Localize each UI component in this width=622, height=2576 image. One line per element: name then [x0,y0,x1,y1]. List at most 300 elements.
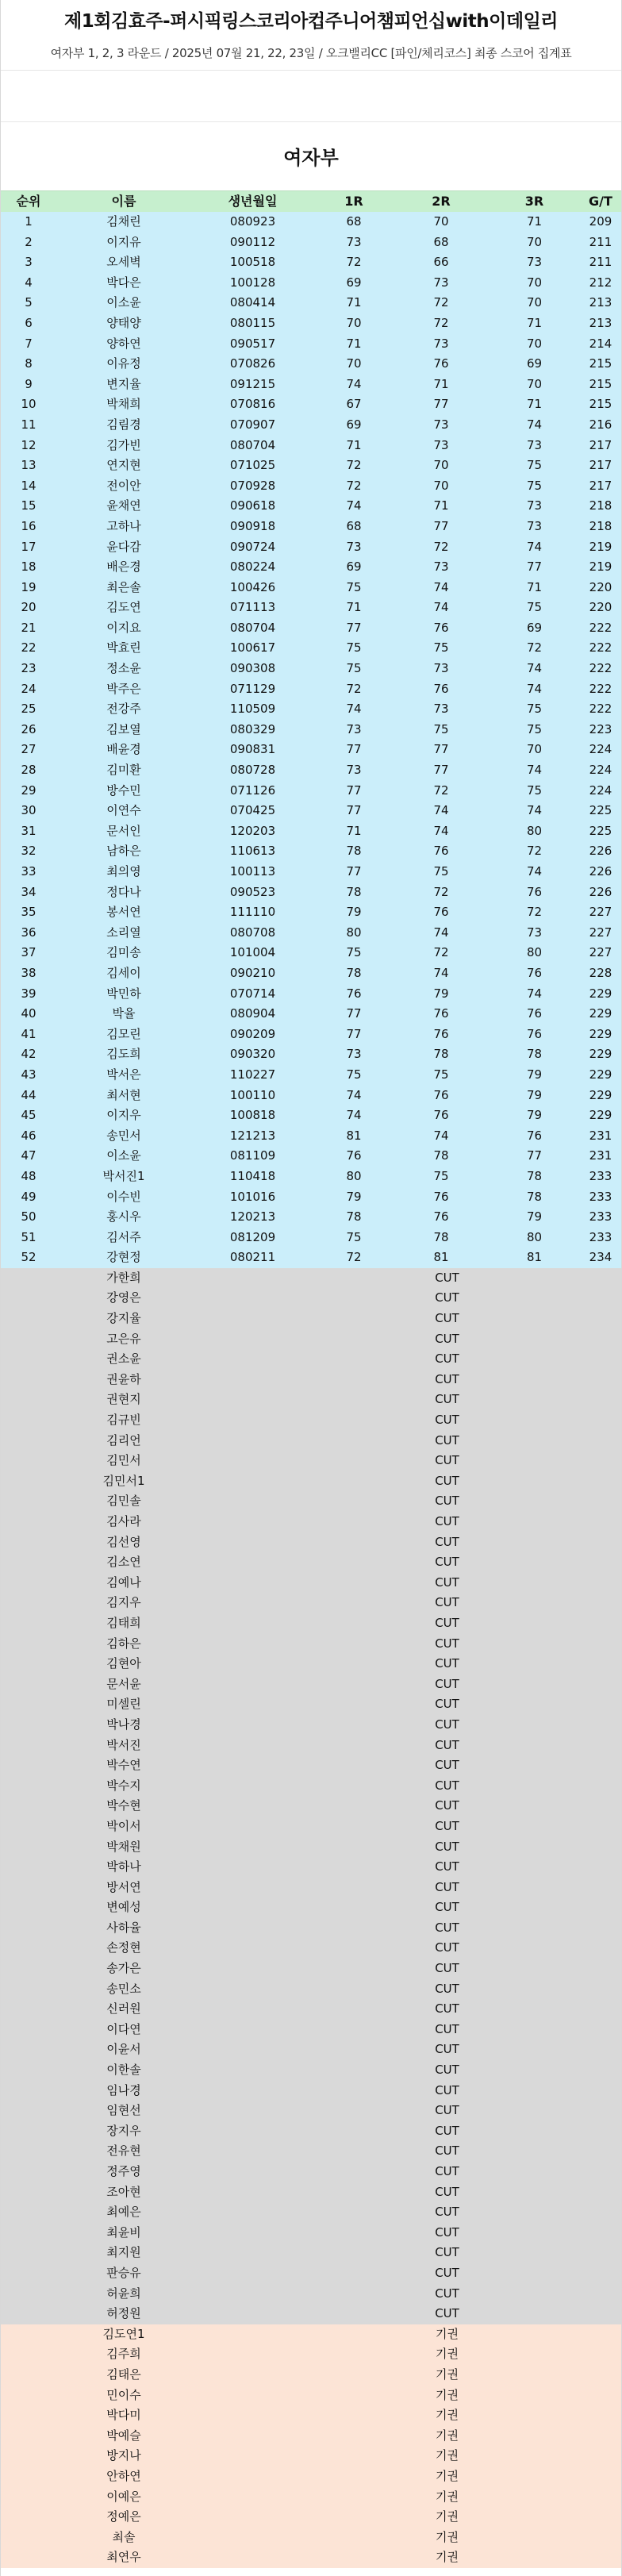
name-cell: 박서진 [106,1737,141,1752]
round3-cell: 73 [526,498,543,513]
birth-cell [191,1491,314,1512]
status-cell: CUT [435,1331,459,1346]
status-cell: CUT [435,1879,459,1894]
birth-cell [191,2547,314,2568]
round1-cell: 72 [346,255,362,270]
rank-cell [1,1451,56,1471]
name-cell: 박수연 [106,1758,141,1773]
rank-cell [1,1918,56,1939]
round3-cell: 79 [526,1108,543,1123]
birth-cell [191,1451,314,1471]
birth-cell [191,2202,314,2223]
rank-cell: 29 [21,782,36,798]
table-row [1,517,621,537]
round3-cell: 72 [526,844,543,859]
round1-cell: 72 [346,681,362,696]
table-row [1,2121,621,2142]
round2-cell: 76 [433,1189,449,1204]
name-cell: 이한솔 [106,2063,141,2078]
name-cell: 방지나 [106,2448,141,2463]
total-cell: 227 [589,905,612,920]
name-cell: 김가빈 [106,437,141,452]
round1-cell: 75 [346,640,362,656]
round1-cell: 76 [346,986,362,1001]
round1-cell: 79 [346,905,362,920]
round3-cell: 77 [526,1148,543,1163]
total-cell: 229 [589,1026,612,1041]
birth-cell [191,1532,314,1553]
birth-cell: 080329 [229,721,276,736]
birth-cell [191,1634,314,1655]
round3-cell: 74 [526,763,543,778]
round3-cell: 75 [526,458,543,473]
round2-cell: 72 [433,945,449,960]
table-row [1,2547,621,2568]
table-row [1,1004,621,1025]
rank-cell: 17 [21,539,36,554]
status-cell: CUT [435,2224,459,2240]
birth-cell: 090112 [229,234,276,249]
name-cell: 김보열 [106,721,141,736]
table-row [1,233,621,253]
status-cell: CUT [435,2245,459,2260]
rank-cell: 38 [21,965,36,980]
name-cell: 홍시우 [106,1209,141,1225]
birth-cell [191,2141,314,2162]
rank-cell: 16 [21,518,36,533]
name-cell: 김현아 [106,1656,141,1671]
rank-cell: 43 [21,1067,36,1082]
table-row [1,923,621,944]
table-row [1,699,621,720]
rank-cell: 30 [21,803,36,818]
table-row [1,496,621,517]
round2-cell: 79 [433,986,449,1001]
round1-cell: 71 [346,823,362,838]
rank-cell: 51 [21,1229,36,1244]
table-row [1,252,621,273]
round2-cell: 71 [433,498,449,513]
name-cell: 이다연 [106,2021,141,2036]
birth-cell [191,1938,314,1959]
name-cell: 김모린 [106,1026,141,1041]
rank-cell [1,2528,56,2548]
status-cell: CUT [435,1900,459,1915]
round2-cell: 70 [433,478,449,493]
ranked-rows [1,212,621,1268]
round3-cell: 72 [526,640,543,656]
birth-cell [191,2101,314,2121]
rank-cell [1,1268,56,1289]
name-cell: 배윤경 [106,742,141,757]
rank-cell: 13 [21,458,36,473]
birth-cell [191,2060,314,2081]
round1-cell: 75 [346,579,362,594]
rank-cell: 5 [25,295,33,310]
birth-cell [191,1715,314,1736]
table-row [1,2141,621,2162]
birth-cell: 090209 [229,1026,276,1041]
birth-cell: 080904 [229,1006,276,1021]
birth-cell: 110613 [229,844,276,859]
round1-cell: 75 [346,1229,362,1244]
round1-cell: 74 [346,376,362,391]
name-cell: 최연우 [106,2550,141,2565]
round1-cell: 71 [346,295,362,310]
rank-cell: 26 [21,721,36,736]
rank-cell: 33 [21,864,36,879]
name-cell: 김서주 [106,1229,141,1244]
name-cell: 권소윤 [106,1351,141,1367]
table-row [1,1410,621,1431]
total-cell: 220 [589,579,612,594]
round2-cell: 71 [433,376,449,391]
rank-cell [1,1512,56,1532]
round2-cell: 74 [433,1128,449,1143]
birth-cell [191,1370,314,1390]
rank-cell [1,2284,56,2305]
round3-cell: 78 [526,1189,543,1204]
name-cell: 송가은 [106,1961,141,1976]
rank-cell [1,1776,56,1797]
name-cell: 배은경 [106,559,141,575]
rank-cell [1,2040,56,2060]
table-row [1,1370,621,1390]
birth-cell: 080728 [229,763,276,778]
total-cell: 218 [589,498,612,513]
status-cell: CUT [435,2123,459,2138]
name-cell: 임현선 [106,2103,141,2118]
name-cell: 신러원 [106,2001,141,2017]
name-cell: 이유정 [106,356,141,371]
table-row [1,1694,621,1715]
table-row [1,1654,621,1674]
rank-cell [1,1837,56,1858]
round3-cell: 76 [526,884,543,899]
rank-cell [1,2182,56,2203]
round3-cell: 69 [526,620,543,635]
header-rank: 순위 [16,194,41,209]
round3-cell: 75 [526,478,543,493]
birth-cell [191,1288,314,1309]
birth-cell [191,1349,314,1370]
rank-cell [1,2365,56,2386]
round1-cell: 70 [346,356,362,371]
name-cell: 김민솔 [106,1494,141,1509]
status-cell: 기권 [436,2529,459,2544]
rank-cell [1,1796,56,1817]
rank-cell [1,2386,56,2406]
table-row [1,1897,621,1918]
rank-cell [1,2324,56,2345]
table-row [1,1207,621,1228]
rank-cell: 31 [21,823,36,838]
table-row [1,2081,621,2101]
name-cell: 이지유 [106,234,141,249]
table-row [1,882,621,903]
round1-cell: 69 [346,417,362,432]
name-cell: 장지우 [106,2123,141,2138]
birth-cell [191,2446,314,2466]
status-cell: CUT [435,1859,459,1874]
name-cell: 방서연 [106,1879,141,1894]
total-cell: 217 [589,458,612,473]
table-row [1,679,621,700]
name-cell: 이예은 [106,2489,141,2504]
rank-cell: 7 [25,336,33,351]
status-cell: CUT [435,1697,459,1712]
total-cell: 225 [589,803,612,818]
rank-cell [1,1491,56,1512]
table-row [1,984,621,1005]
status-cell: CUT [435,1514,459,1528]
round1-cell: 74 [346,1087,362,1102]
name-cell: 박주은 [106,681,141,696]
round2-cell: 75 [433,864,449,879]
header-r3: 3R [524,194,544,209]
table-row [1,760,621,781]
round3-cell: 70 [526,742,543,757]
round1-cell: 67 [346,397,362,412]
table-row [1,375,621,395]
total-cell: 213 [589,295,612,310]
status-cell: 기권 [436,2489,459,2504]
status-cell: CUT [435,1555,459,1570]
status-cell: 기권 [436,2366,459,2382]
status-cell: CUT [435,1290,459,1305]
birth-cell [191,1573,314,1594]
name-cell: 윤채연 [106,498,141,513]
table-row [1,2487,621,2508]
name-cell: 최윤비 [106,2224,141,2240]
cut-rows [1,1268,621,2324]
total-cell: 229 [589,1067,612,1082]
header-r2: 2R [432,194,451,209]
round1-cell: 77 [346,742,362,757]
table-row [1,2528,621,2548]
round1-cell: 75 [346,1067,362,1082]
birth-cell [191,2324,314,2345]
rank-cell [1,2141,56,2162]
rank-cell [1,2101,56,2121]
name-cell: 김민서 [106,1453,141,1468]
birth-cell [191,1918,314,1939]
round2-cell: 75 [433,640,449,656]
table-row [1,1187,621,1208]
round1-cell: 68 [346,518,362,533]
round2-cell: 68 [433,234,449,249]
total-cell: 220 [589,600,612,615]
birth-cell [191,1390,314,1410]
round3-cell: 73 [526,518,543,533]
rank-cell [1,1329,56,1350]
birth-cell: 120203 [229,823,276,838]
birth-cell: 071129 [229,681,276,696]
round2-cell: 73 [433,336,449,351]
round1-cell: 70 [346,315,362,330]
status-cell: 기권 [436,2347,459,2362]
rank-cell: 49 [21,1189,36,1204]
round2-cell: 74 [433,803,449,818]
round1-cell: 78 [346,1209,362,1225]
total-cell: 219 [589,539,612,554]
round3-cell: 74 [526,681,543,696]
name-cell: 이지요 [106,620,141,635]
name-cell: 김미송 [106,945,141,960]
status-cell: CUT [435,2001,459,2017]
round1-cell: 72 [346,478,362,493]
table-row [1,557,621,578]
round2-cell: 76 [433,1026,449,1041]
birth-cell: 090618 [229,498,276,513]
round3-cell: 69 [526,356,543,371]
rank-cell [1,1593,56,1613]
rank-cell [1,2466,56,2487]
rank-cell [1,1309,56,1329]
birth-cell [191,2487,314,2508]
round1-cell: 75 [346,945,362,960]
rank-cell: 10 [21,397,36,412]
round2-cell: 77 [433,518,449,533]
birth-cell: 080224 [229,559,276,575]
birth-cell: 080211 [229,1250,276,1265]
rank-cell: 23 [21,661,36,676]
table-row [1,1593,621,1613]
name-cell: 최솔 [112,2529,136,2544]
status-cell: CUT [435,1453,459,1468]
name-cell: 권현지 [106,1392,141,1407]
table-row [1,2243,621,2263]
birth-cell [191,2304,314,2324]
birth-cell [191,1268,314,1289]
birth-cell [191,2223,314,2243]
rank-cell: 50 [21,1209,36,1225]
name-cell: 박이서 [106,1818,141,1833]
round3-cell: 76 [526,1128,543,1143]
rank-cell [1,2547,56,2568]
round2-cell: 72 [433,315,449,330]
birth-cell [191,1552,314,1573]
table-row [1,1431,621,1451]
birth-cell [191,2507,314,2528]
round2-cell: 75 [433,1168,449,1183]
name-cell: 이소윤 [106,295,141,310]
rank-cell: 32 [21,844,36,859]
table-row [1,2182,621,2203]
round3-cell: 76 [526,1006,543,1021]
birth-cell: 110509 [229,702,276,717]
birth-cell [191,1959,314,1979]
status-cell: CUT [435,1981,459,1996]
birth-cell: 090517 [229,336,276,351]
round2-cell: 73 [433,702,449,717]
birth-cell: 090320 [229,1047,276,1062]
round3-cell: 75 [526,721,543,736]
table-header [1,190,621,212]
name-cell: 박율 [112,1006,136,1021]
name-cell: 고하나 [106,518,141,533]
birth-cell [191,1979,314,2000]
table-row [1,1309,621,1329]
round1-cell: 73 [346,721,362,736]
name-cell: 고은유 [106,1331,141,1346]
rank-cell: 47 [21,1148,36,1163]
name-cell: 김림경 [106,417,141,432]
birth-cell: 101016 [229,1189,276,1204]
status-cell: 기권 [436,2448,459,2463]
round2-cell: 74 [433,823,449,838]
total-cell: 227 [589,925,612,940]
name-cell: 정주영 [106,2164,141,2178]
total-cell: 233 [589,1168,612,1183]
round2-cell: 77 [433,742,449,757]
status-cell: CUT [435,1920,459,1935]
status-cell: 기권 [436,2428,459,2443]
round2-cell: 72 [433,782,449,798]
total-cell: 215 [589,397,612,412]
table-row [1,1268,621,1289]
rank-cell: 2 [25,234,33,249]
table-row [1,2304,621,2324]
birth-cell: 100518 [229,255,276,270]
birth-cell [191,1796,314,1817]
rank-cell [1,2223,56,2243]
total-cell: 225 [589,823,612,838]
rank-cell [1,1736,56,1756]
name-cell: 박채원 [106,1839,141,1854]
table-row [1,2344,621,2365]
rank-cell [1,1878,56,1898]
total-cell: 216 [589,417,612,432]
status-cell: CUT [435,2042,459,2057]
table-row [1,801,621,821]
round1-cell: 74 [346,702,362,717]
total-cell: 211 [589,255,612,270]
table-row [1,456,621,476]
round3-cell: 74 [526,417,543,432]
round3-cell: 73 [526,925,543,940]
rank-cell [1,2060,56,2081]
round3-cell: 71 [526,397,543,412]
table-row [1,1857,621,1878]
round3-cell: 75 [526,702,543,717]
round3-cell: 74 [526,539,543,554]
table-row [1,1349,621,1370]
round2-cell: 77 [433,763,449,778]
total-cell: 222 [589,640,612,656]
status-cell: CUT [435,1839,459,1854]
status-cell: CUT [435,2306,459,2321]
status-cell: 기권 [436,2408,459,2423]
table-row [1,1776,621,1797]
birth-cell: 090308 [229,661,276,676]
table-row [1,963,621,984]
birth-cell [191,2162,314,2182]
name-cell: 사하율 [106,1920,141,1935]
birth-cell: 100426 [229,579,276,594]
rank-cell: 27 [21,742,36,757]
name-cell: 강영은 [106,1290,141,1305]
rank-cell: 36 [21,925,36,940]
table-row [1,537,621,558]
rank-cell: 22 [21,640,36,656]
status-cell: CUT [435,1676,459,1691]
round2-cell: 74 [433,600,449,615]
birth-cell [191,2426,314,2447]
table-row [1,1044,621,1065]
total-cell: 229 [589,1087,612,1102]
status-cell: 기권 [436,2550,459,2565]
